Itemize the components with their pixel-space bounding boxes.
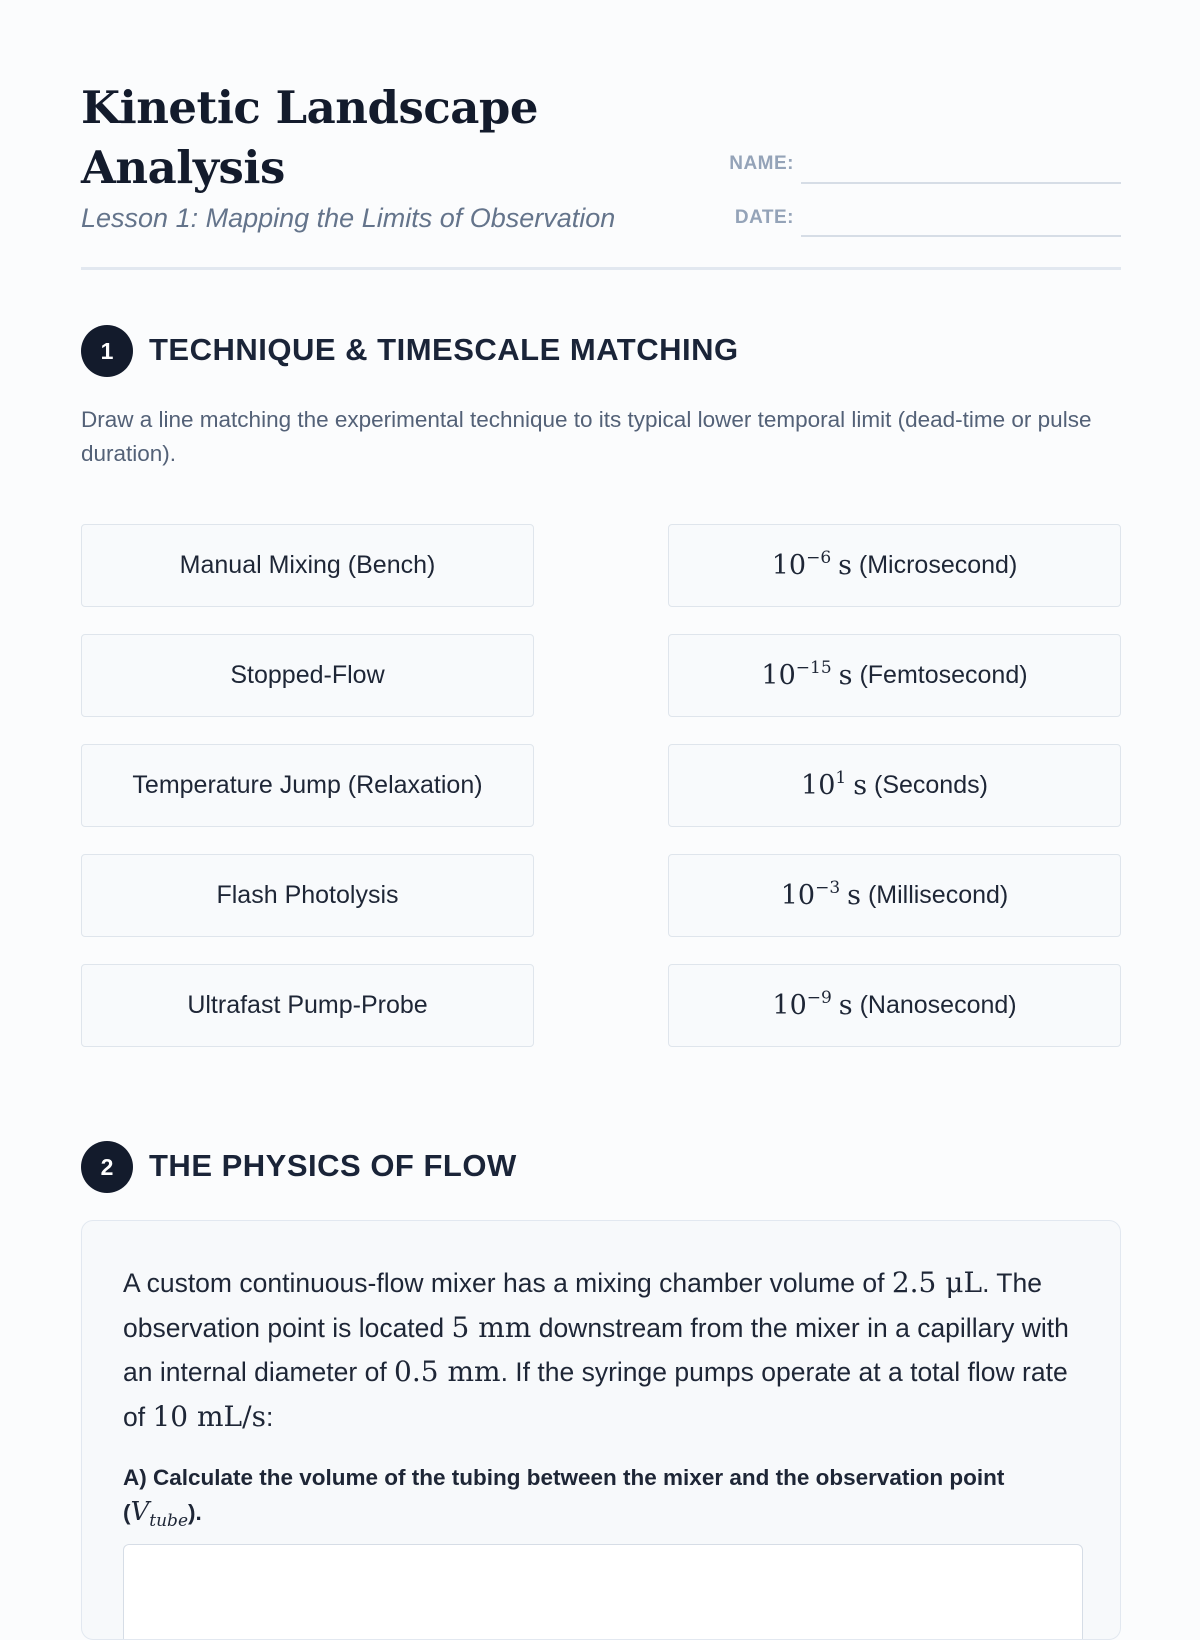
vtube-variable — [130, 1497, 189, 1532]
variable-subscript: tube — [149, 1511, 189, 1532]
question-text: A) Calculate the volume of the tubing between the mixer and the observation point ( — [123, 1465, 1005, 1525]
section-number-badge: 2 — [81, 1141, 133, 1193]
timescale-exponent: −9 — [806, 988, 832, 1008]
date-field[interactable] — [801, 235, 1121, 237]
timescale-column — [668, 524, 1121, 1074]
timescale-unit: s — [853, 770, 868, 801]
timescale-label: (Nanosecond) — [859, 991, 1017, 1019]
page-title: Kinetic Landscape Analysis — [81, 81, 538, 194]
section-title: THE PHYSICS OF FLOW — [149, 1148, 517, 1183]
diameter-value: 0.5 mm — [394, 1355, 501, 1388]
technique-box[interactable] — [81, 744, 534, 827]
timescale-box[interactable] — [668, 964, 1121, 1047]
question-a — [123, 1461, 1083, 1538]
timescale-label: (Femtosecond) — [859, 661, 1028, 689]
timescale-label: (Millisecond) — [867, 881, 1009, 909]
technique-label: Flash Photolysis — [216, 881, 399, 909]
flow-rate-value: 10 mL/s — [152, 1399, 266, 1433]
timescale-exponent: −3 — [815, 878, 841, 898]
timescale-unit: s — [838, 550, 852, 581]
timescale-box[interactable] — [668, 524, 1121, 607]
timescale-base: 10 — [801, 770, 836, 801]
chamber-volume-value: 2.5 μL — [891, 1266, 983, 1299]
timescale-base: 10 — [771, 550, 807, 581]
timescale-base: 10 — [772, 990, 807, 1021]
timescale-base: 10 — [761, 660, 796, 691]
technique-column — [81, 524, 534, 1074]
problem-card — [81, 1220, 1121, 1640]
technique-box[interactable] — [81, 854, 534, 937]
matching-instructions: Draw a line matching the experimental technique to its typical lower temporal limit (dead-time or pulse duration). — [81, 407, 1092, 466]
name-label: NAME: — [729, 153, 794, 174]
technique-box[interactable] — [81, 634, 534, 717]
problem-text: . If the syringe pumps operate at a total flow rate of — [123, 1357, 1068, 1432]
timescale-label: (Microsecond) — [858, 551, 1018, 579]
date-label: DATE: — [734, 207, 794, 228]
technique-label: Temperature Jump (Relaxation) — [132, 771, 483, 799]
problem-text: downstream from the mixer in a capillary with an internal diameter of — [123, 1312, 1069, 1387]
technique-label: Ultrafast Pump-Probe — [187, 991, 428, 1019]
problem-text: . The observation point is located — [123, 1268, 1042, 1343]
timescale-unit: s — [847, 880, 861, 911]
timescale-box[interactable] — [668, 854, 1121, 937]
section-1-header — [81, 325, 1121, 377]
timescale-box[interactable] — [668, 634, 1121, 717]
header-divider — [81, 267, 1121, 270]
problem-statement — [123, 1261, 1083, 1439]
timescale-exponent: −15 — [795, 658, 832, 678]
problem-text: A custom continuous-flow mixer has a mixing chamber volume of — [123, 1268, 892, 1298]
problem-text: : — [265, 1401, 274, 1432]
question-text-end: ). — [188, 1500, 202, 1525]
section-number-badge: 1 — [81, 325, 133, 377]
variable-symbol: V — [130, 1497, 150, 1527]
technique-box[interactable] — [81, 524, 534, 607]
timescale-base: 10 — [780, 880, 816, 911]
timescale-unit: s — [838, 990, 853, 1021]
timescale-unit: s — [838, 660, 853, 691]
page-subtitle: Lesson 1: Mapping the Limits of Observation — [81, 203, 616, 233]
answer-a-field[interactable] — [123, 1544, 1083, 1640]
technique-label: Manual Mixing (Bench) — [179, 551, 436, 579]
technique-label: Stopped-Flow — [230, 661, 385, 689]
timescale-label: (Seconds) — [874, 771, 988, 799]
section-title: TECHNIQUE & TIMESCALE MATCHING — [149, 332, 739, 367]
timescale-exponent: −6 — [806, 548, 832, 568]
section-2-header — [81, 1141, 1121, 1193]
technique-box[interactable] — [81, 964, 534, 1047]
timescale-exponent: 1 — [835, 768, 847, 788]
name-field[interactable] — [801, 182, 1121, 184]
timescale-box[interactable] — [668, 744, 1121, 827]
distance-value: 5 mm — [451, 1310, 532, 1344]
